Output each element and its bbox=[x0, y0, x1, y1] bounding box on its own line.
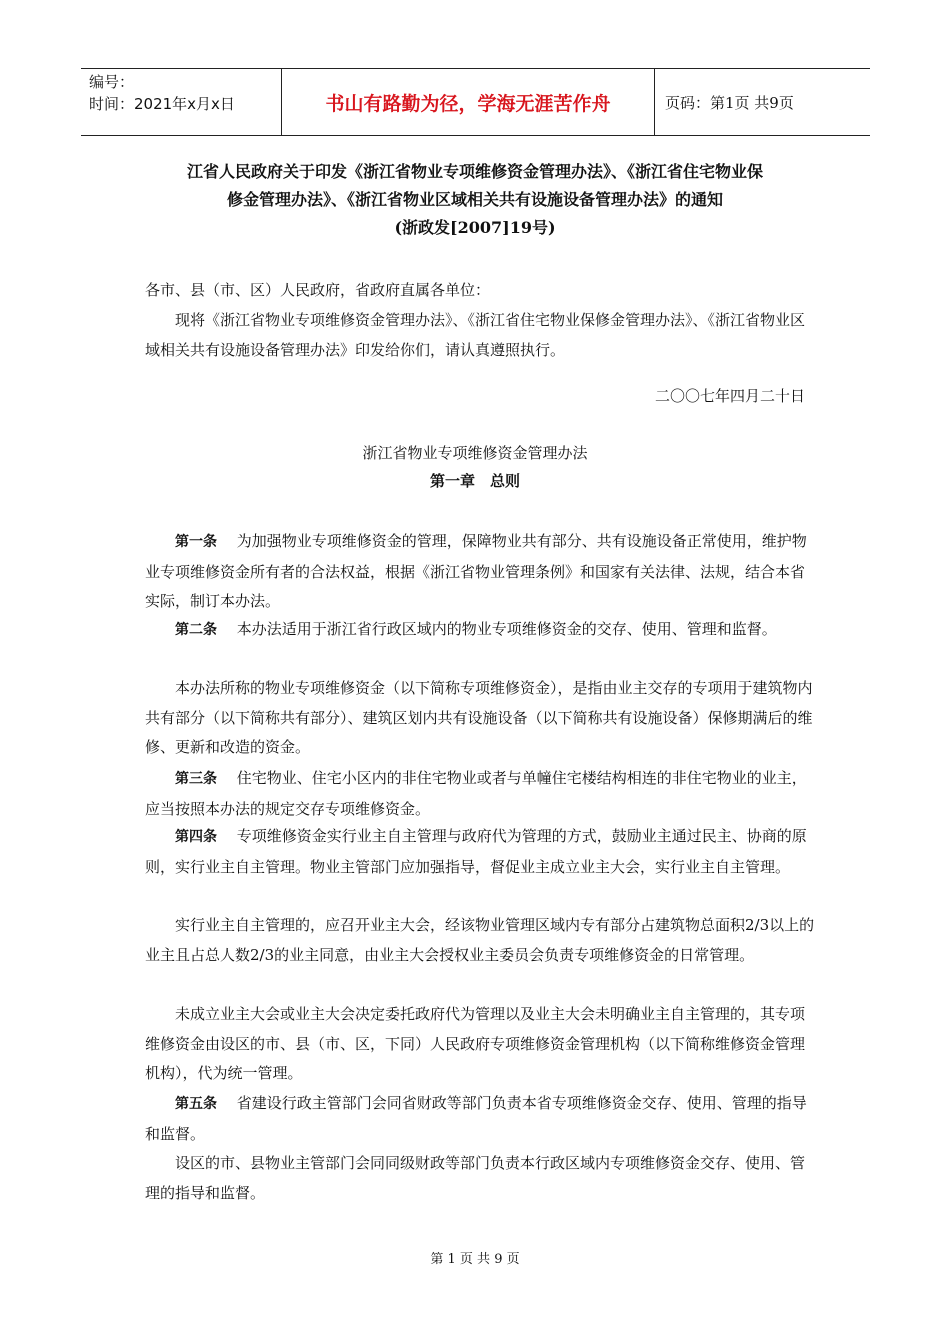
article-5-paragraph-2: 设区的市、县物业主管部门会同同级财政等部门负责本行政区域内专项维修资金交存、使用、管理的指导和监督。 bbox=[145, 1154, 806, 1202]
article-label: 第三条 bbox=[175, 771, 217, 787]
time-label: 时间：2021年x月x日 bbox=[89, 95, 235, 113]
article-label: 第一条 bbox=[175, 534, 217, 550]
chapter-heading: 第一章 总则 bbox=[429, 472, 520, 490]
article-2 bbox=[145, 615, 815, 646]
document-title: 浙江省物业专项维修资金管理办法 bbox=[362, 444, 588, 462]
notice-body: 现将《浙江省物业专项维修资金管理办法》、《浙江省住宅物业保修金管理办法》、《浙江省物业区域相关共有设施设备管理办法》印发给你们，请认真遵照执行。 bbox=[145, 311, 806, 359]
title-line-2: 修金管理办法》、《浙江省物业区域相关共有设施设备管理办法》的通知 bbox=[226, 190, 723, 209]
page-footer: 第 1 页 共 9 页 bbox=[430, 1252, 520, 1267]
number-label: 编号： bbox=[89, 73, 135, 91]
header-table bbox=[81, 68, 870, 136]
article-text: 本办法适用于浙江省行政区域内的物业专项维修资金的交存、使用、管理和监督。 bbox=[236, 620, 777, 638]
article-3 bbox=[145, 764, 815, 824]
header-motto: 书山有路勤为径，学海无涯苦作舟 bbox=[282, 69, 655, 135]
article-4-paragraph-3: 未成立业主大会或业主大会决定委托政府代为管理以及业主大会未明确业主自主管理的，其专项维修资金由设区的市、县（市、区，下同）人民政府专项维修资金管理机构（以下简称维修资金管理机构），代为统一管理。 bbox=[145, 1005, 806, 1082]
article-text: 省建设行政主管部门会同省财政等部门负责本省专项维修资金交存、使用、管理的指导和监督。 bbox=[145, 1094, 807, 1143]
article-label: 第五条 bbox=[175, 1096, 217, 1112]
article-text: 专项维修资金实行业主自主管理与政府代为管理的方式，鼓励业主通过民主、协商的原则，实行业主自主管理。物业主管部门应加强指导，督促业主成立业主大会，实行业主自主管理。 bbox=[145, 827, 807, 876]
header-page-info: 页码：第1页 共9页 bbox=[665, 93, 794, 112]
article-5 bbox=[145, 1089, 815, 1149]
addressee: 各市、县（市、区）人民政府，省政府直属各单位： bbox=[145, 281, 491, 299]
title-line-3: (浙政发[2007]19号) bbox=[394, 218, 556, 237]
header-meta bbox=[81, 69, 282, 135]
article-4 bbox=[145, 822, 815, 882]
article-4-paragraph-2: 实行业主自主管理的，应召开业主大会，经该物业管理区域内专有部分占建筑物总面积2/3以上的业主且占总人数2/3的业主同意，由业主大会授权业主委员会负责专项维修资金的日常管理。 bbox=[145, 916, 815, 964]
article-label: 第四条 bbox=[175, 829, 217, 845]
article-text: 为加强物业专项维修资金的管理，保障物业共有部分、共有设施设备正常使用，维护物业专项维修资金所有者的合法权益，根据《浙江省物业管理条例》和国家有关法律、法规，结合本省实际，制订本办法。 bbox=[145, 532, 807, 610]
article-1 bbox=[145, 527, 815, 617]
article-2-paragraph-2: 本办法所称的物业专项维修资金（以下简称专项维修资金），是指由业主交存的专项用于建筑物内共有部分（以下简称共有部分）、建筑区划内共有设施设备（以下简称共有设施设备）保修期满后的维修、更新和改造的资金。 bbox=[145, 679, 813, 756]
article-text: 住宅物业、住宅小区内的非住宅物业或者与单幢住宅楼结构相连的非住宅物业的业主，应当按照本办法的规定交存专项维修资金。 bbox=[145, 769, 807, 818]
title-line-1: 江省人民政府关于印发《浙江省物业专项维修资金管理办法》、《浙江省住宅物业保 bbox=[186, 162, 763, 181]
issue-date: 二〇〇七年四月二十日 bbox=[654, 387, 805, 405]
article-label: 第二条 bbox=[175, 622, 217, 638]
